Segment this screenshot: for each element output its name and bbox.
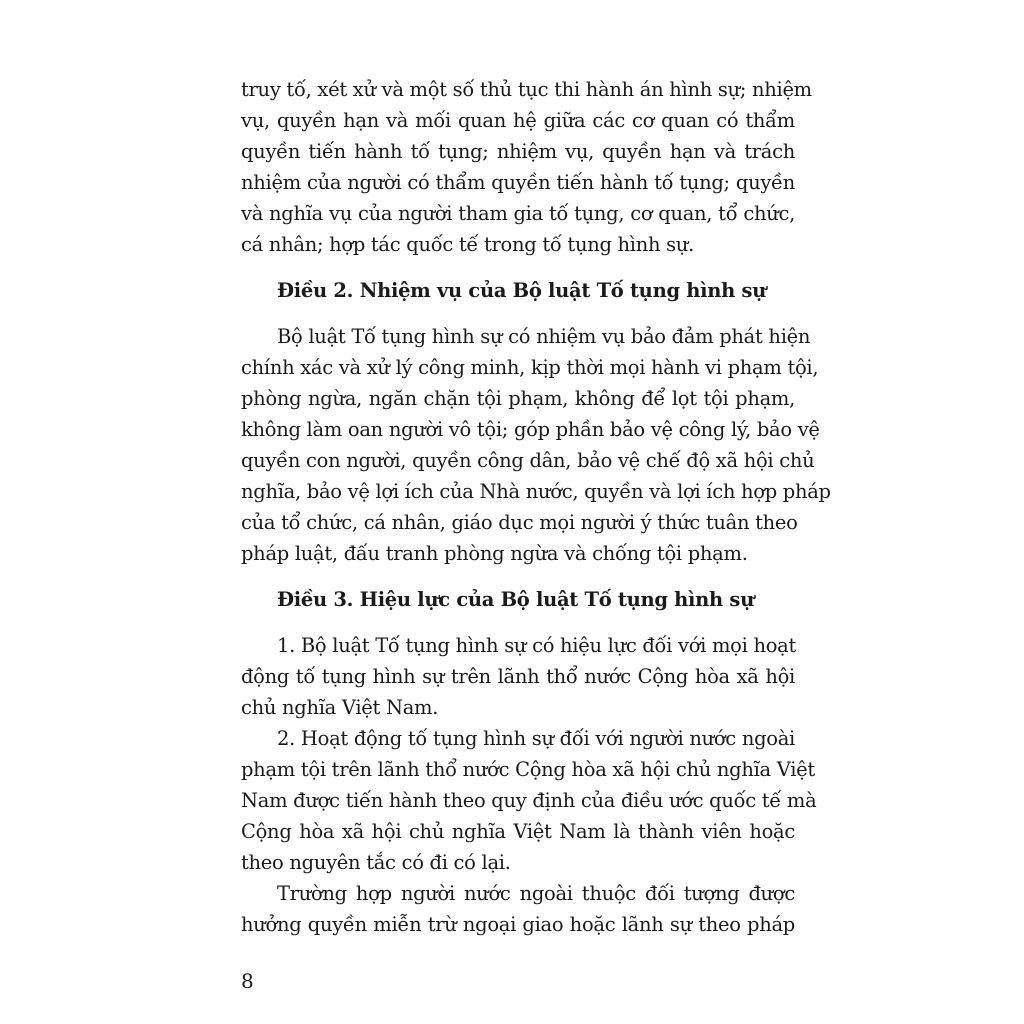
text-line: pháp luật, đấu tranh phòng ngừa và chống tội phạm. — [241, 542, 748, 565]
intro-paragraph — [241, 74, 812, 260]
text-line: Cộng hòa xã hội chủ nghĩa Việt Nam là thành viên hoặc — [241, 820, 795, 843]
article-3-heading: Điều 3. Hiệu lực của Bộ luật Tố tụng hình sự — [277, 588, 754, 611]
text-line: Nam được tiến hành theo quy định của điều ước quốc tế mà — [241, 789, 817, 812]
page-number: 8 — [241, 969, 254, 993]
article-3-clause-2 — [241, 723, 817, 878]
text-line: và nghĩa vụ của người tham gia tố tụng, cơ quan, tổ chức, — [241, 202, 795, 225]
text-line: quyền con người, quyền công dân, bảo vệ chế độ xã hội chủ — [241, 449, 815, 472]
text-line: cá nhân; hợp tác quốc tế trong tố tụng hình sự. — [241, 233, 695, 256]
article-2-heading: Điều 2. Nhiệm vụ của Bộ luật Tố tụng hình sự — [277, 279, 767, 302]
text-line: truy tố, xét xử và một số thủ tục thi hành án hình sự; nhiệm — [241, 78, 812, 101]
text-line: không làm oan người vô tội; góp phần bảo vệ công lý, bảo vệ — [241, 418, 820, 441]
text-line: nghĩa, bảo vệ lợi ích của Nhà nước, quyền và lợi ích hợp pháp — [241, 480, 831, 503]
text-line: quyền tiến hành tố tụng; nhiệm vụ, quyền hạn và trách — [241, 140, 795, 163]
text-line: chủ nghĩa Việt Nam. — [241, 696, 439, 719]
text-line: Bộ luật Tố tụng hình sự có nhiệm vụ bảo đảm phát hiện — [277, 325, 811, 348]
text-line: vụ, quyền hạn và mối quan hệ giữa các cơ quan có thẩm — [241, 109, 795, 132]
text-line: 1. Bộ luật Tố tụng hình sự có hiệu lực đối với mọi hoạt — [277, 634, 797, 657]
text-line: chính xác và xử lý công minh, kịp thời mọi hành vi phạm tội, — [241, 356, 819, 379]
text-line: 2. Hoạt động tố tụng hình sự đối với người nước ngoài — [277, 727, 795, 750]
text-line: phạm tội trên lãnh thổ nước Cộng hòa xã hội chủ nghĩa Việt — [241, 758, 815, 781]
article-2-paragraph — [241, 321, 831, 569]
document-page — [241, 74, 831, 940]
article-3-clause-1 — [241, 630, 795, 723]
text-line: phòng ngừa, ngăn chặn tội phạm, không để lọt tội phạm, — [241, 387, 795, 410]
text-line: động tố tụng hình sự trên lãnh thổ nước Cộng hòa xã hội — [241, 665, 795, 688]
article-3-clause-3 — [241, 878, 795, 940]
text-line: nhiệm của người có thẩm quyền tiến hành tố tụng; quyền — [241, 171, 795, 194]
text-line: của tổ chức, cá nhân, giáo dục mọi người ý thức tuân theo — [241, 511, 798, 534]
text-line: Trường hợp người nước ngoài thuộc đối tượng được — [277, 882, 795, 905]
text-line: hưởng quyền miễn trừ ngoại giao hoặc lãnh sự theo pháp — [241, 913, 795, 936]
text-line: theo nguyên tắc có đi có lại. — [241, 851, 511, 874]
